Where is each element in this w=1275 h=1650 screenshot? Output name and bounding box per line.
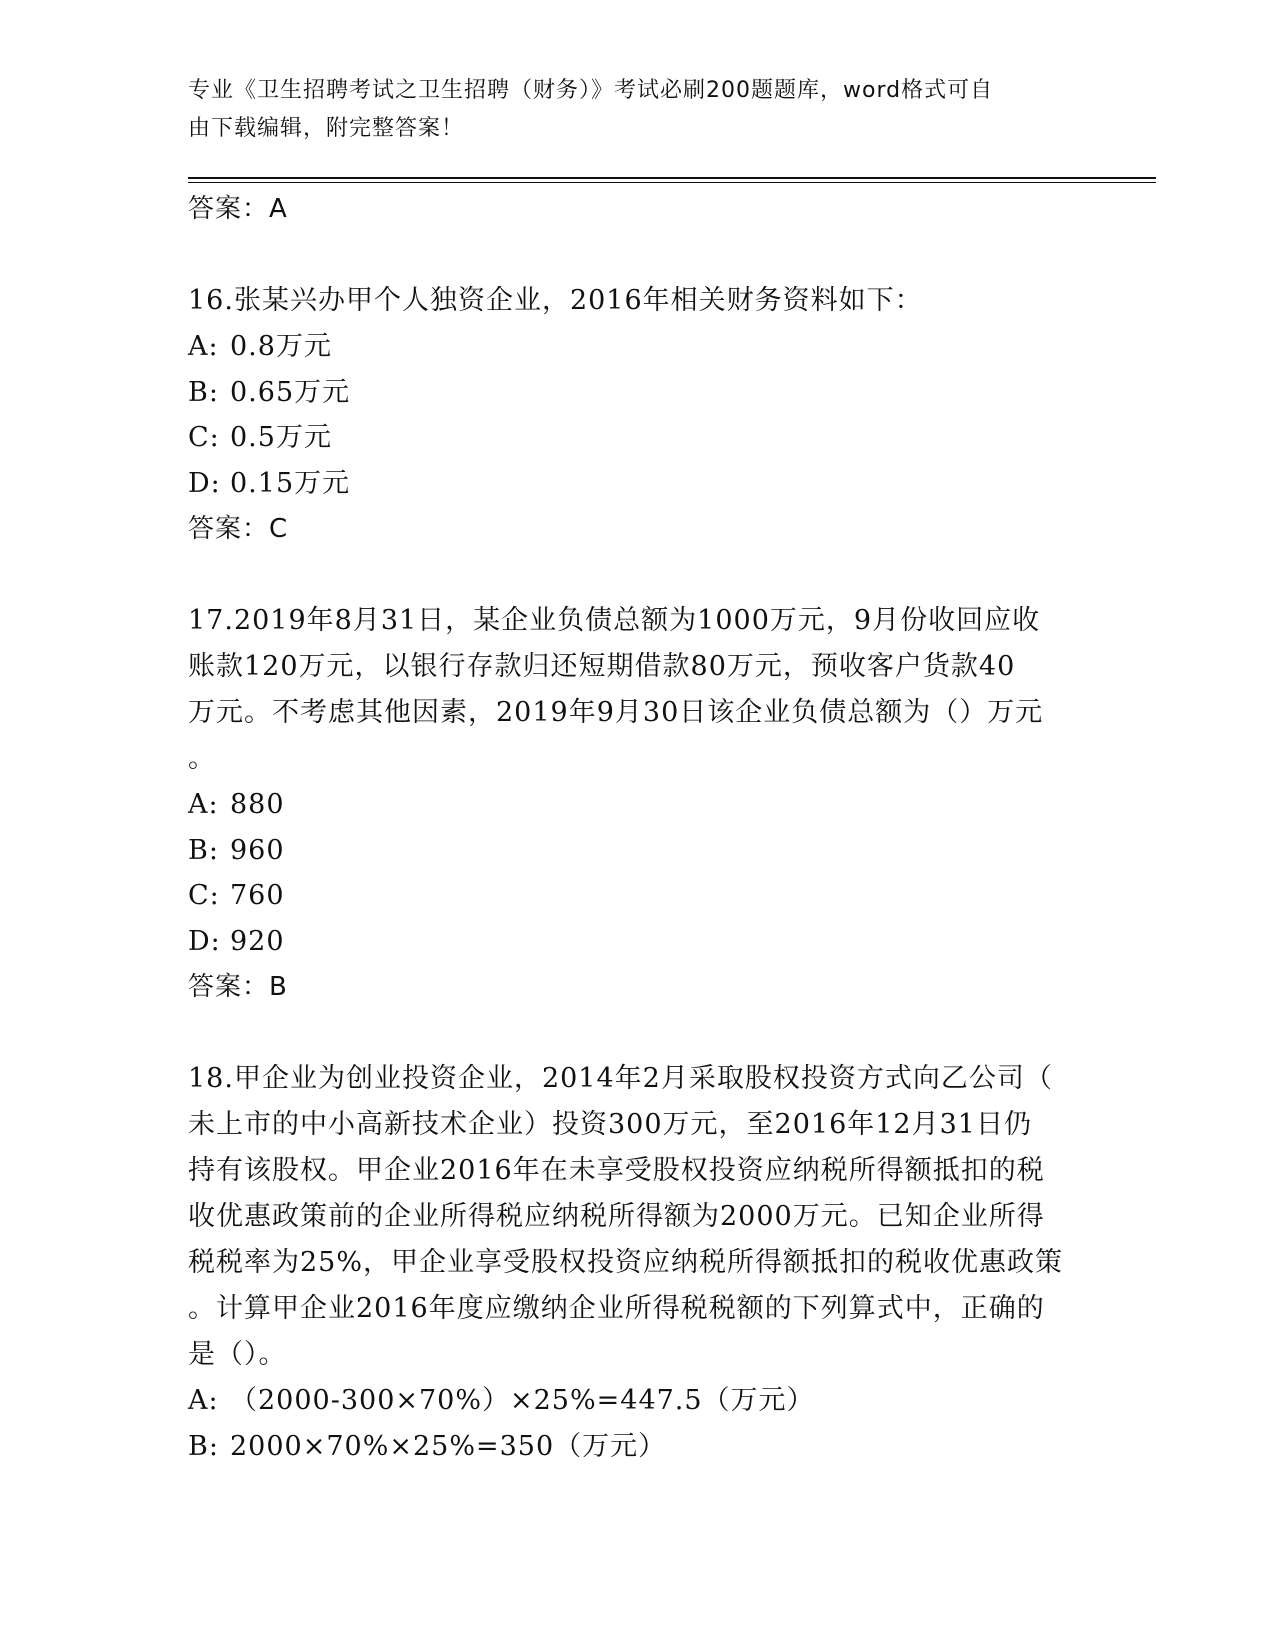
answer-line: 答案：A (188, 194, 288, 224)
option-text: 0.15万元 (230, 467, 351, 499)
answer-line: 答案：B (188, 972, 288, 1002)
question-text-line: 账款120万元，以银行存款归还短期借款80万元，预收客户货款40 (188, 651, 1016, 682)
option-row (188, 324, 1088, 370)
option-row (188, 370, 1088, 416)
option-letter: B: (188, 376, 219, 408)
question-block (188, 1056, 1088, 1469)
option-row (188, 782, 1088, 828)
option-row (188, 873, 1088, 919)
question-text-line: 未上市的中小高新技术企业）投资300万元，至2016年12月31日仍 (188, 1109, 1032, 1140)
option-letter: D: (188, 925, 221, 957)
option-row (188, 461, 1088, 507)
option-row (188, 828, 1088, 874)
option-row (188, 919, 1088, 965)
header-line-2: 由下载编辑，附完整答案！ (188, 116, 465, 141)
option-text: 920 (230, 925, 285, 957)
option-letter: B: (188, 834, 219, 866)
option-text: 0.5万元 (230, 422, 332, 453)
option-text: 760 (230, 880, 285, 911)
question-text-line: 持有该股权。甲企业2016年在未享受股权投资应纳税所得额抵扣的税 (188, 1155, 1045, 1186)
question-text-line: 。计算甲企业2016年度应缴纳企业所得税税额的下列算式中，正确的 (188, 1293, 1045, 1324)
question-text-line: 税税率为25%，甲企业享受股权投资应纳税所得额抵扣的税收优惠政策 (188, 1247, 1064, 1278)
question-text-line: 18.甲企业为创业投资企业，2014年2月采取股权投资方式向乙公司（ (188, 1063, 1053, 1094)
option-row (188, 1424, 1088, 1470)
header-line-1: 专业《卫生招聘考试之卫生招聘（财务）》考试必刷200题题库，word格式可自 (188, 78, 994, 103)
option-letter: B: (188, 1430, 219, 1462)
option-text: 0.8万元 (230, 331, 332, 362)
document-header (188, 72, 1068, 148)
option-letter: C: (188, 880, 220, 911)
question-text-line: 收优惠政策前的企业所得税应纳税所得额为2000万元。已知企业所得 (188, 1201, 1045, 1232)
question-text-line: 万元。不考虑其他因素，2019年9月30日该企业负债总额为（）万元 (188, 697, 1044, 728)
question-text-line: 16.张某兴办甲个人独资企业，2016年相关财务资料如下： (188, 285, 923, 316)
question-text-line: 。 (188, 743, 216, 774)
question-block (188, 278, 1088, 552)
option-text: 2000×70%×25%=350（万元） (230, 1430, 667, 1462)
answer-line: 答案：C (188, 514, 289, 544)
option-letter: D: (188, 467, 221, 499)
option-text: 0.65万元 (230, 376, 351, 408)
question-text-line: 是（）。 (188, 1339, 287, 1370)
question-text-line: 17.2019年8月31日，某企业负债总额为1000万元，9月份收回应收 (188, 605, 1041, 636)
option-row (188, 415, 1088, 461)
option-letter: A: (188, 331, 219, 362)
option-text: 960 (230, 834, 285, 866)
questions-container (188, 278, 1088, 1469)
header-rule-thick (188, 177, 1156, 179)
option-letter: A: (188, 1385, 219, 1416)
question-block (188, 598, 1088, 1010)
header-rule-thin (188, 182, 1156, 183)
option-text: 880 (230, 789, 285, 820)
option-row (188, 1378, 1088, 1424)
option-text: （2000-300×70%）×25%=447.5（万元） (230, 1385, 815, 1416)
question-list (188, 186, 1088, 1469)
option-letter: A: (188, 789, 219, 820)
option-letter: C: (188, 422, 220, 453)
